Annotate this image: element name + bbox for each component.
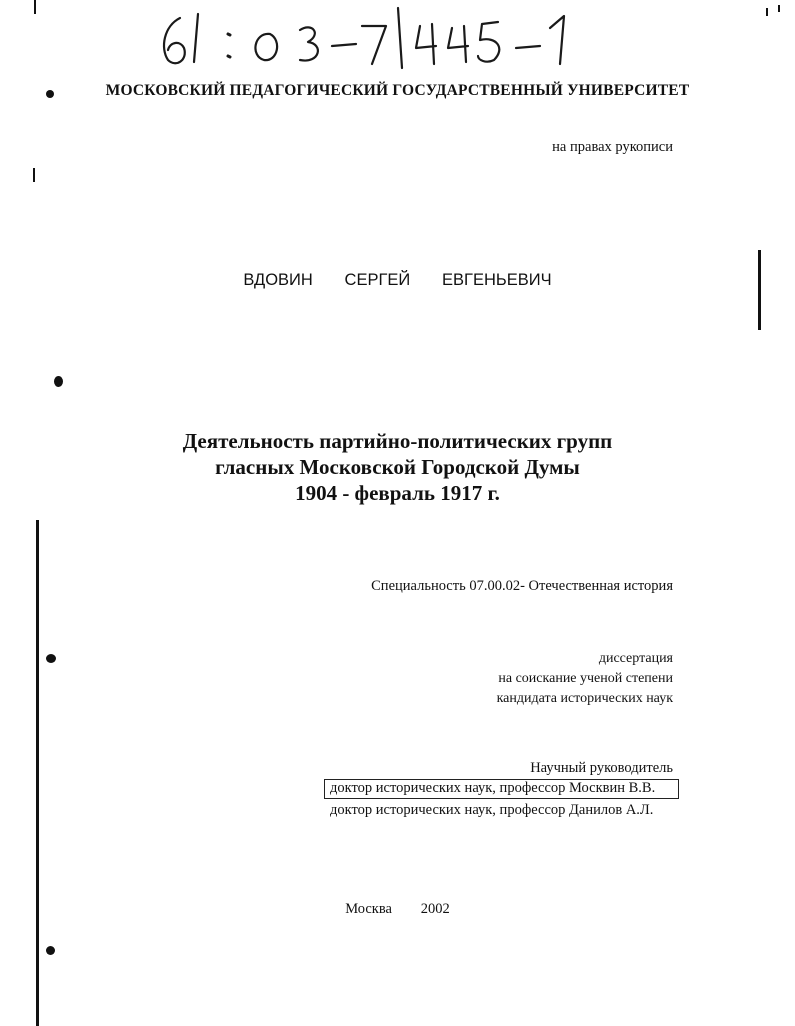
- rights-note: на правах рукописи: [552, 139, 673, 155]
- scan-mark: [33, 168, 35, 182]
- dissertation-line-1: диссертация: [598, 651, 673, 666]
- university-name: МОСКОВСКИЙ ПЕДАГОГИЧЕСКИЙ ГОСУДАРСТВЕННЫЙ УНИВЕРСИТЕТ: [105, 82, 690, 99]
- dissertation-title: [0, 428, 795, 506]
- dissertation-line-2: на соискание ученой степени: [498, 671, 673, 686]
- scan-border-right: [758, 250, 761, 330]
- scan-mark: [46, 946, 55, 955]
- scan-mark: [34, 0, 36, 14]
- dissertation-line-3: кандидата исторических наук: [496, 691, 673, 706]
- scan-mark: [766, 8, 768, 16]
- scan-mark: [54, 376, 63, 387]
- specialty: Специальность 07.00.02- Отечественная история: [371, 578, 673, 594]
- city-year: Москва 2002: [345, 901, 450, 917]
- supervisor-first: доктор исторических наук, профессор Москвин В.В.: [330, 780, 656, 796]
- scan-border-left: [36, 520, 39, 1026]
- title-line-1: Деятельность партийно-политических групп: [182, 429, 613, 453]
- supervisor-second: доктор исторических наук, профессор Данилов А.Л.: [330, 802, 654, 818]
- handwritten-catalog-number: [150, 4, 610, 74]
- scan-mark: [46, 654, 56, 663]
- author-name: ВДОВИН СЕРГЕЙ ЕВГЕНЬЕВИЧ: [243, 271, 552, 289]
- scan-mark: [778, 5, 780, 12]
- dissertation-degree: [497, 649, 673, 709]
- title-line-3: 1904 - февраль 1917 г.: [295, 481, 500, 505]
- scan-mark: [46, 90, 54, 98]
- title-line-2: гласных Московской Городской Думы: [215, 455, 580, 479]
- supervisor-label: Научный руководитель: [530, 760, 673, 776]
